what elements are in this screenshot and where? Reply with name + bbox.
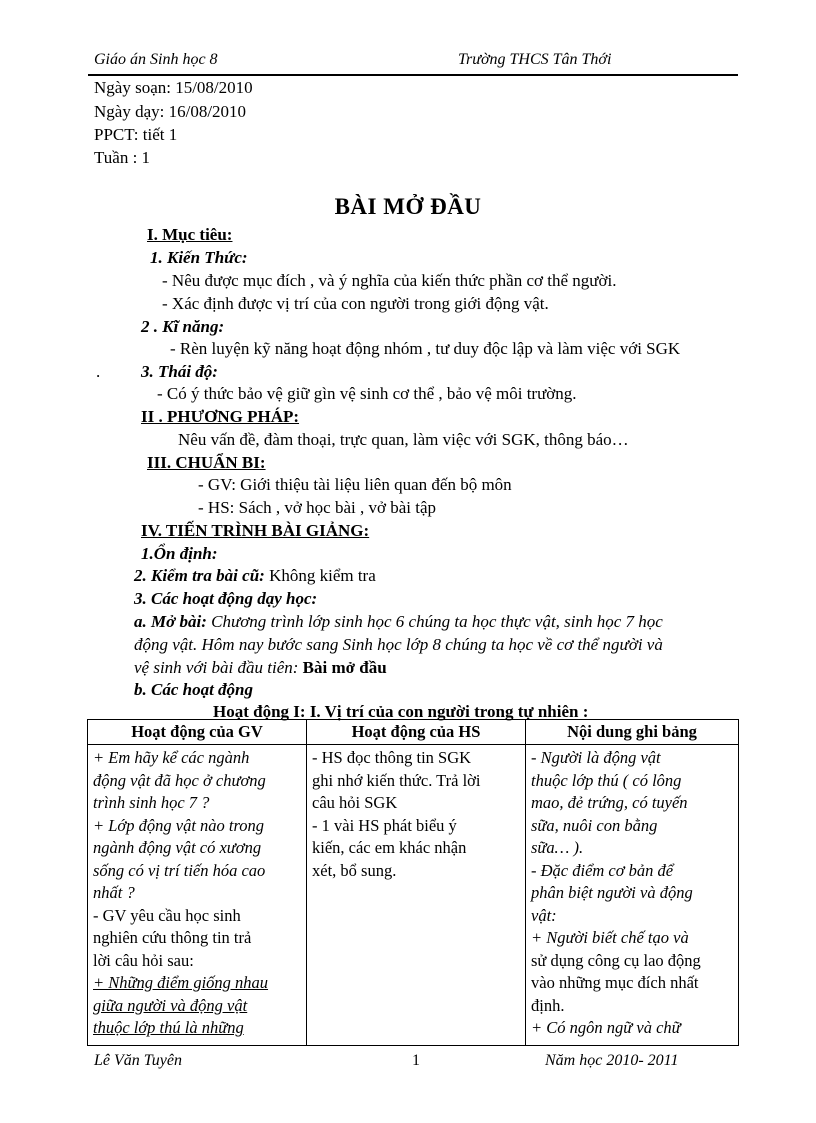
table-header-row	[88, 720, 739, 745]
nd-line: vào những mục đích nhất	[531, 973, 699, 992]
mo-bai-line-1	[134, 612, 663, 632]
nd-line: mao, đẻ trứng, có tuyến	[531, 793, 688, 812]
on-dinh-heading: 1.Ổn định:	[141, 544, 218, 563]
gv-line: nhất ?	[93, 883, 135, 902]
page-number: 1	[412, 1052, 420, 1069]
header-left: Giáo án Sinh học 8	[94, 51, 218, 68]
mo-bai-bold: Bài mở đầu	[302, 658, 387, 677]
activity-table	[87, 719, 739, 1046]
mo-bai-label: a. Mở bài:	[134, 612, 207, 631]
kiem-tra-line	[134, 566, 376, 586]
section-muc-tieu	[147, 225, 232, 245]
col-header-hs: Hoạt động của HS	[307, 720, 526, 745]
section-phuong-phap: II . PHƯƠNG PHÁP:	[141, 407, 300, 426]
chuan-bi-item: - GV: Giới thiệu tài liệu liên quan đến bộ môn	[198, 475, 512, 494]
nd-line: phân biệt người và động	[531, 883, 693, 902]
gv-line: ngành động vật có xương	[93, 838, 262, 857]
hs-cell	[307, 745, 526, 1046]
gv-line: trình sinh học 7 ?	[93, 793, 210, 812]
nd-line: thuộc lớp thú ( có lông	[531, 770, 682, 790]
section-tien-trinh: IV. TIẾN TRÌNH BÀI GIẢNG:	[141, 521, 370, 540]
kien-thuc-item: - Nêu được mục đích , và ý nghĩa của kiến thức phần cơ thể người.	[162, 271, 617, 290]
nd-line: - Người là động vật	[531, 748, 661, 767]
gv-line: - GV yêu cầu học sinh	[93, 905, 241, 925]
section-muc-tieu-label: I. Mục tiêu:	[147, 225, 233, 244]
gv-line: + Lớp động vật nào trong	[93, 815, 265, 835]
ngay-soan: Ngày soạn: 15/08/2010	[94, 78, 253, 97]
mo-bai-line-3	[134, 658, 387, 678]
cac-hoat-dong-heading: b. Các hoạt động	[134, 680, 254, 699]
nd-line: định.	[531, 995, 565, 1015]
col-header-nd: Nội dung ghi bảng	[526, 720, 739, 745]
cac-hoat-dong-day-hoc: 3. Các hoạt động dạy học:	[134, 589, 318, 608]
hs-line: - HS đọc thông tin SGK	[312, 748, 472, 767]
table-row	[88, 745, 739, 1046]
ppct: PPCT: tiết 1	[94, 125, 178, 144]
hs-line: ghi nhớ kiến thức. Trả lời	[312, 770, 481, 790]
nd-line: vật:	[531, 905, 557, 925]
thai-do-item: - Có ý thức bảo vệ giữ gìn vệ sinh cơ thể , bảo vệ môi trường.	[157, 384, 577, 403]
nd-line: + Người biết chế tạo và	[531, 928, 689, 947]
footer-author: Lê Văn Tuyên	[94, 1052, 182, 1069]
section-chuan-bi: III. CHUẨN BI:	[147, 453, 266, 472]
gv-line: thuộc lớp thú là những	[93, 1018, 244, 1037]
tuan: Tuần : 1	[94, 148, 151, 167]
ngay-day: Ngày dạy: 16/08/2010	[94, 102, 247, 121]
gv-line: nghiên cứu thông tin trả	[93, 928, 252, 947]
gv-cell	[88, 745, 307, 1046]
gv-line: động vật đã học ở chương	[93, 770, 266, 790]
kien-thuc-heading: 1. Kiến Thức:	[150, 248, 248, 267]
hs-line: câu hỏi SGK	[312, 793, 398, 812]
gv-line: giữa người và động vật	[93, 995, 248, 1015]
gv-line: + Em hãy kể các ngành	[93, 748, 250, 767]
hs-line: xét, bổ sung.	[312, 860, 397, 880]
kien-thuc-item: - Xác định được vị trí của con người trong giới động vật.	[162, 294, 549, 313]
chuan-bi-item: - HS: Sách , vở học bài , vở bài tập	[198, 498, 436, 517]
mo-bai-text: Chương trình lớp sinh học 6 chúng ta học thực vật, sinh học 7 học	[206, 612, 663, 631]
nd-line: sử dụng công cụ lao động	[531, 950, 701, 970]
ki-nang-item: - Rèn luyện kỹ năng hoạt động nhóm , tư duy độc lập và làm việc với SGK	[170, 339, 681, 358]
kiem-tra-label: 2. Kiểm tra bài cũ:	[134, 566, 265, 585]
col-header-gv: Hoạt động của GV	[88, 720, 307, 745]
nd-line: sữa, nuôi con bằng	[531, 815, 658, 835]
header-rule	[88, 74, 738, 76]
kiem-tra-value: Không kiểm tra	[264, 566, 376, 585]
nd-line: + Có ngôn ngữ và chữ	[531, 1018, 681, 1037]
ki-nang-heading: 2 . Kĩ năng:	[141, 317, 225, 336]
mo-bai-text: vệ sinh với bài đầu tiên:	[134, 658, 303, 677]
nd-line: sữa… ).	[531, 838, 584, 857]
hoat-dong-1-heading: Hoạt động I: I. Vị trí của con người trong tự nhiên :	[213, 702, 589, 721]
hs-line: kiến, các em khác nhận	[312, 838, 467, 857]
thai-do-heading: 3. Thái độ:	[141, 362, 218, 381]
nd-cell	[526, 745, 739, 1046]
nd-line: - Đặc điểm cơ bản để	[531, 860, 674, 880]
gv-line: + Những điểm giống nhau	[93, 973, 269, 992]
stray-dot: .	[96, 362, 101, 381]
gv-line: lời câu hỏi sau:	[93, 950, 194, 970]
phuong-phap-text: Nêu vấn đề, đàm thoại, trực quan, làm việc với SGK, thông báo…	[178, 430, 629, 449]
header-right: Trường THCS Tân Thới	[458, 51, 612, 68]
mo-bai-line-2: động vật. Hôm nay bước sang Sinh học lớp 8 chúng ta học về cơ thể người và	[134, 635, 663, 654]
footer-school-year: Năm học 2010- 2011	[545, 1052, 679, 1069]
gv-line: sống có vị trí tiến hóa cao	[93, 860, 266, 880]
hs-line: - 1 vài HS phát biểu ý	[312, 815, 457, 835]
page-title: BÀI MỞ ĐẦU	[334, 194, 482, 219]
